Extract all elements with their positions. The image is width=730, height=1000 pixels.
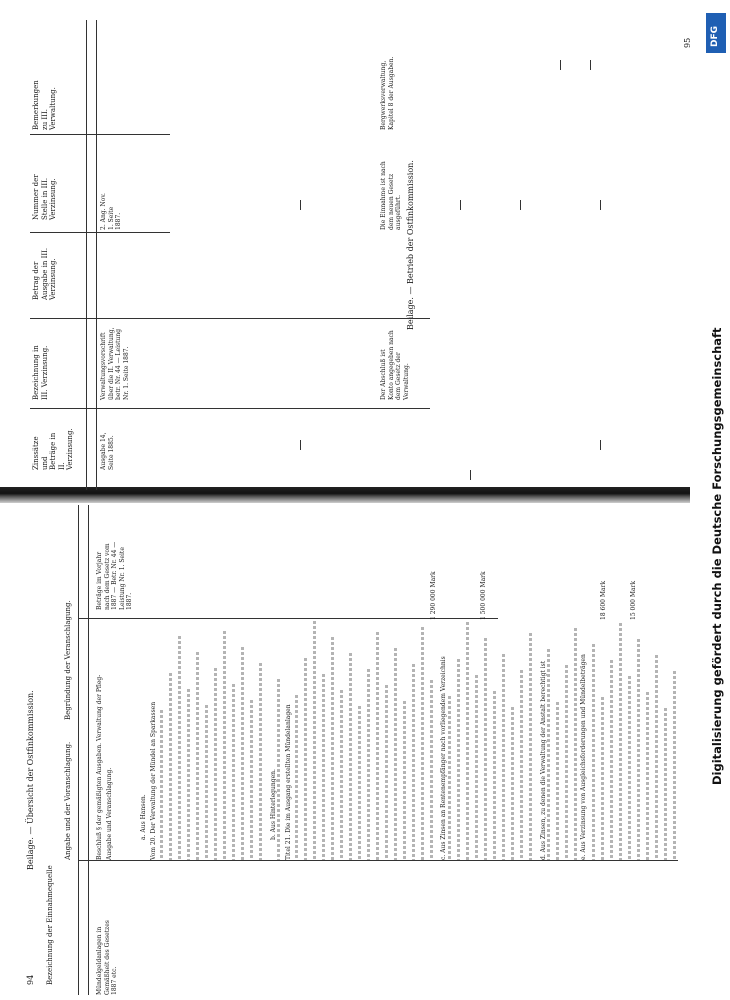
- column-header: Nummer der Stelle in III. Verzinsung.: [32, 174, 57, 220]
- text-line-filler: [205, 705, 208, 860]
- text-line-filler: [655, 655, 658, 860]
- amount: 1 500 000 Mark: [480, 571, 487, 620]
- text-line-filler: [412, 664, 415, 860]
- note-text: Beträge im Vorjahr nach dem Gesetz vom 1887 — Betr. Nr. 44 — Leistung Nr. 1. Seite 1887.: [96, 541, 133, 610]
- column-header: Bezeichnung in III. Verzinsung.: [32, 345, 49, 400]
- table-rule: [78, 860, 678, 861]
- text-line-filler: [565, 665, 568, 860]
- text-line-filler: [574, 628, 577, 860]
- text-line-filler: [547, 649, 550, 860]
- text-line-filler: [493, 691, 496, 860]
- dash-mark: [300, 200, 301, 210]
- text-line-filler: [223, 631, 226, 860]
- running-head-left: Beilage. — Übersicht der Ostfinkommission.: [26, 690, 35, 870]
- table-rule: [86, 20, 87, 490]
- text-line-filler: [619, 623, 622, 860]
- text-line-filler: [340, 690, 343, 860]
- table-rule: [78, 505, 79, 995]
- text-line-filler: [376, 632, 379, 860]
- text-line-filler: [430, 680, 433, 860]
- text-line-filler: [304, 658, 307, 860]
- text-line-filler: [637, 639, 640, 860]
- text-line-filler: [601, 697, 604, 860]
- text-line-filler: [520, 670, 523, 860]
- column-header: Angabe und der Voranschlagung.: [64, 741, 72, 860]
- dash-mark: [470, 470, 471, 480]
- text-line-filler: [457, 659, 460, 860]
- dash-mark: [560, 60, 561, 70]
- text-line-filler: [313, 621, 316, 860]
- dash-mark: [600, 200, 601, 210]
- text-line-filler: [475, 675, 478, 860]
- amount: 15 000 Mark: [630, 580, 637, 620]
- text-line: Ausgabe und Veranschlagung.: [106, 767, 113, 860]
- text-line-filler: [592, 644, 595, 860]
- text-line-filler: [403, 701, 406, 860]
- text-line: Beschluß § der gemäßigten Ausgaben. Verwaltung der Pfleg-: [96, 674, 103, 860]
- amount: 18 600 Mark: [600, 580, 607, 620]
- column-header: Betrag der Ausgabe in III. Verzinsung.: [32, 247, 57, 300]
- dash-mark: [600, 440, 601, 450]
- text-line-filler: [673, 671, 676, 860]
- text-line-filler: [250, 700, 253, 860]
- text-line-filler: [466, 622, 469, 860]
- entry-text: Die Einnahme ist nach dem neuen Gesetz ausgeführt.: [380, 161, 402, 230]
- column-header: Zinssätze und Beträge in II. Verzinsung.: [32, 428, 74, 470]
- table-rule: [30, 134, 170, 135]
- section-heading: b. Aus Hinterlegungen.: [270, 769, 277, 840]
- text-line-filler: [214, 668, 217, 860]
- text-line-filler: [448, 696, 451, 860]
- text-line-filler: [556, 702, 559, 860]
- entry-text: Verwaltungsvorschrift über die II. Verwaltung, betr. Nr. 44 — Leistung Nr. 1. Seite 1887.: [100, 327, 130, 400]
- book-spine: [0, 487, 690, 503]
- text-line-filler: [295, 695, 298, 860]
- entry-text: 2. Ang. Nov. 1. Seite 1887.: [100, 193, 122, 230]
- entry-text: Bergwerksverwaltung, Kapitel 8 der Ausgaben.: [380, 56, 395, 130]
- text-line-filler: [484, 638, 487, 860]
- text-line: e. Aus Verzinsung von Ausgleichsforderungen und Mündelbeträgen: [580, 654, 587, 860]
- amount: 1 290 000 Mark: [430, 571, 437, 620]
- text-line-filler: [367, 669, 370, 860]
- text-line-filler: [322, 674, 325, 860]
- text-line-filler: [187, 689, 190, 860]
- text-line: c. Aus Zinsen an Rentenempfänger nach vorliegendem Verzeichnis: [440, 656, 447, 860]
- text-line-filler: [628, 676, 631, 860]
- table-rule: [30, 318, 430, 319]
- text-line-filler: [358, 706, 361, 860]
- text-line-filler: [196, 652, 199, 860]
- text-line-filler: [385, 685, 388, 860]
- page-number-right: 95: [683, 37, 692, 48]
- table-rule: [88, 505, 89, 995]
- text-line-filler: [664, 708, 667, 860]
- dash-mark: [520, 200, 521, 210]
- page-number-left: 94: [26, 974, 35, 985]
- table-rule: [30, 232, 170, 233]
- dfg-notice: Digitalisierung gefördert durch die Deutsche Forschungsgemeinschaft: [710, 327, 724, 785]
- text-line-filler: [241, 647, 244, 860]
- text-line-filler: [646, 692, 649, 860]
- text-line-filler: [349, 653, 352, 860]
- text-line: Titel 21. Die im Ausgang erstellten Mündelanlagen: [285, 704, 292, 860]
- text-line-filler: [277, 679, 280, 860]
- text-line: d. Aus Zinsen, zu denen die Verwaltung der Anstalt berechtigt ist: [540, 660, 547, 860]
- text-line-filler: [232, 684, 235, 860]
- text-line-filler: [529, 633, 532, 860]
- table-rule: [96, 20, 97, 490]
- text-line-filler: [160, 710, 163, 860]
- dash-mark: [460, 200, 461, 210]
- text-line: Vom 20. Der Verwaltung der Mündel an Sparkassen: [150, 701, 157, 860]
- column-header: Begründung der Veranschlagung.: [64, 600, 72, 720]
- row-label: Mündelgeldanlagen in Gemäßheit des Gesetzes 1887 etc.: [96, 920, 118, 995]
- dash-mark: [300, 440, 301, 450]
- text-line-filler: [259, 663, 262, 860]
- text-line-filler: [502, 654, 505, 860]
- text-line-filler: [421, 627, 424, 860]
- column-header: Bemerkungen zu III. Verwaltung.: [32, 80, 57, 130]
- dash-mark: [590, 60, 591, 70]
- text-line-filler: [331, 637, 334, 860]
- text-line-filler: [178, 636, 181, 860]
- text-line-filler: [511, 707, 514, 860]
- dfg-logo: DFG: [706, 13, 726, 53]
- text-line-filler: [169, 673, 172, 860]
- text-line-filler: [394, 648, 397, 860]
- column-header: Bezeichnung der Einnahmequelle: [46, 865, 54, 985]
- running-head-right: Beilage. — Betrieb der Ostfinkommission.: [406, 160, 415, 330]
- section-heading: a. Aus Hansen.: [140, 794, 147, 840]
- table-rule: [30, 408, 430, 409]
- text-line-filler: [610, 660, 613, 860]
- entry-text: Der Abschluß ist Konto angegeben nach dem Gesetz der Verwaltung.: [380, 330, 410, 400]
- entry-text: Ausgabe 14, Seite 1885.: [100, 432, 115, 470]
- dfg-sidebar: [704, 5, 728, 995]
